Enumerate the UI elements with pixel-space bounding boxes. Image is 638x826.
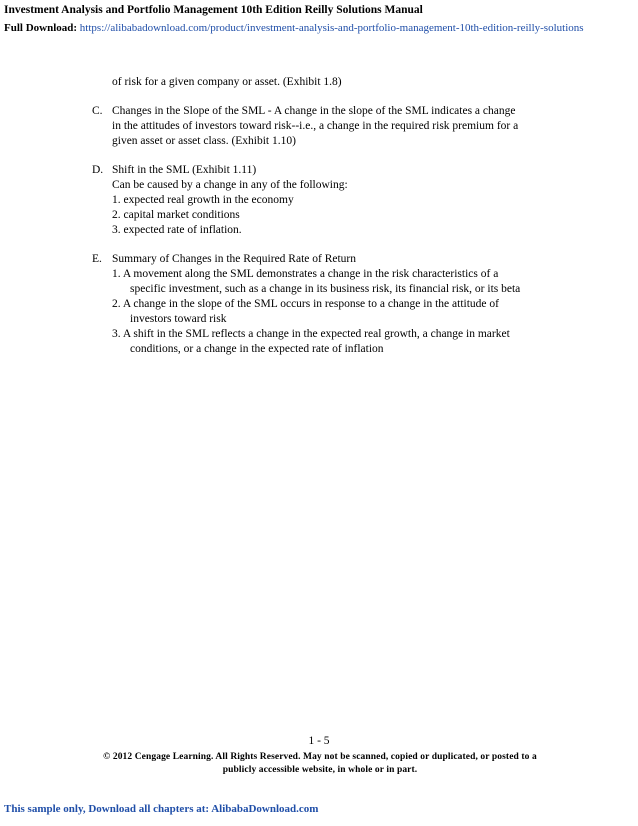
section-c-marker: C.: [92, 105, 103, 117]
section-c-line-2: in the attitudes of investors toward risk--i.e., a change in the required risk premium for a: [112, 120, 519, 132]
section-d-line-2: Can be caused by a change in any of the following:: [112, 179, 348, 191]
page-number: 1 - 5: [308, 735, 330, 747]
section-c-line-1: Changes in the Slope of the SML - A change in the slope of the SML indicates a change: [112, 105, 516, 117]
section-e-item-3-line-2: conditions, or a change in the expected rate of inflation: [130, 343, 384, 355]
section-d-list-item-3: 3. expected rate of inflation.: [112, 224, 242, 236]
full-download-link[interactable]: https://alibabadownload.com/product/investment-analysis-and-portfolio-management-10th-edition-reilly-solutions: [79, 22, 584, 34]
document-title: Investment Analysis and Portfolio Management 10th Edition Reilly Solutions Manual: [4, 4, 423, 16]
section-e-item-1-line-2: specific investment, such as a change in its business risk, its financial risk, or its beta: [130, 283, 521, 295]
section-c-line-3: given asset or asset class. (Exhibit 1.10): [112, 135, 296, 147]
section-e-item-1-line-1: 1. A movement along the SML demonstrates a change in the risk characteristics of a: [112, 268, 499, 280]
continuation-text: of risk for a given company or asset. (Exhibit 1.8): [112, 76, 342, 88]
section-e-heading: Summary of Changes in the Required Rate of Return: [112, 253, 357, 265]
full-download-label: Full Download:: [4, 22, 80, 34]
section-d-list-item-2: 2. capital market conditions: [112, 209, 240, 221]
copyright-line-1: © 2012 Cengage Learning. All Rights Reserved. May not be scanned, copied or duplicated, or posted to a: [103, 752, 537, 762]
section-e-item-3-line-1: 3. A shift in the SML reflects a change in the expected real growth, a change in market: [112, 328, 510, 340]
section-e-marker: E.: [92, 253, 102, 265]
section-d-line-1: Shift in the SML (Exhibit 1.11): [112, 164, 257, 176]
copyright-line-2: publicly accessible website, in whole or in part.: [222, 765, 418, 775]
sample-download-link[interactable]: This sample only, Download all chapters at: AlibabaDownload.com: [4, 803, 319, 815]
section-d-marker: D.: [92, 164, 104, 176]
copyright-notice: [70, 751, 570, 777]
full-download-line: [4, 22, 584, 34]
section-e-item-2-line-1: 2. A change in the slope of the SML occurs in response to a change in the attitude of: [112, 298, 499, 310]
section-e-item-2-line-2: investors toward risk: [130, 313, 227, 325]
section-d-list-item-1: 1. expected real growth in the economy: [112, 194, 294, 206]
